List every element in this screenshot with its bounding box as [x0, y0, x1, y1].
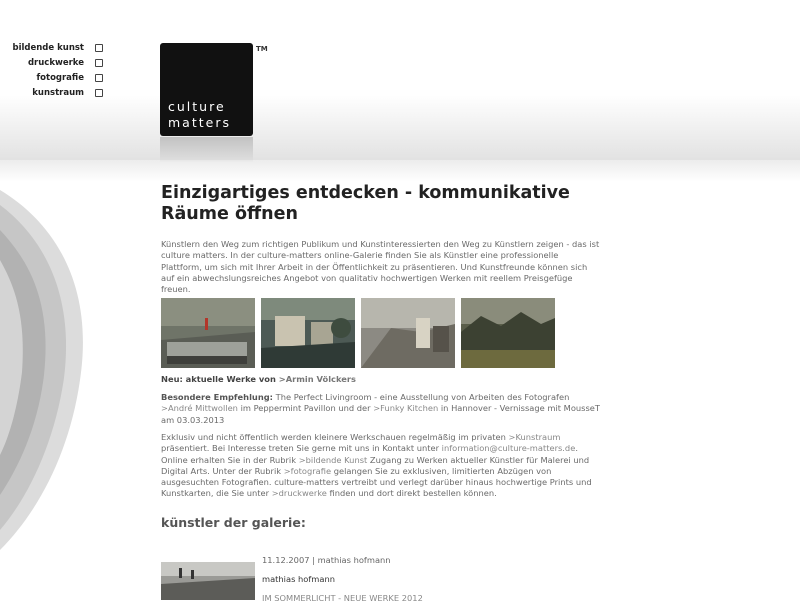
- culture-matters-logo[interactable]: [160, 43, 253, 136]
- artwork-thumbnail[interactable]: [361, 298, 455, 368]
- nav-item-label: fotografie: [36, 73, 84, 83]
- artist-entry-thumbnail[interactable]: [161, 562, 255, 600]
- artist-entry-date: 11.12.2007 | mathias hofmann: [262, 555, 391, 565]
- header-band: [0, 0, 800, 160]
- recommendation-paragraph: [161, 392, 601, 426]
- recommendation-label: Besondere Empfehlung:: [161, 392, 273, 402]
- nav-square-icon: [95, 89, 103, 97]
- artist-entry-name[interactable]: mathias hofmann: [262, 574, 335, 584]
- artwork-thumbnail[interactable]: [261, 298, 355, 368]
- artist-link-armin-voelckers[interactable]: >Armin Völckers: [278, 374, 356, 384]
- intro-paragraph: Künstlern den Weg zum richtigen Publikum und Kunstinteressierten den Weg zu Künstlern zeigen - das ist culture matters. In der culture-matters online-Galerie finden Sie als Künstler eine professionelle Plattform, um sich mit Ihrer Arbeit in der Öffentlichkeit zu präsentieren. Und Kunstfreunde können sich auf ein abwechslungsreiches Angebot von qualitativ hochwertigen Werken mit reellem Preisgefüge freuen.: [161, 239, 600, 295]
- nav-item-label: druckwerke: [27, 58, 84, 68]
- nav-item-fotografie[interactable]: [0, 73, 110, 88]
- text-span: finden und dort direkt bestellen können.: [326, 488, 497, 499]
- logo-text-line1: culture: [168, 99, 226, 114]
- text-span: . Online erhalten Sie in der Rubrik: [161, 443, 578, 465]
- new-works-caption: [161, 374, 356, 384]
- link-fotografie[interactable]: >fotografie: [283, 465, 332, 476]
- logo-text-line2: matters: [168, 115, 231, 130]
- link-andre-mittwollen[interactable]: >André Mittwollen: [161, 403, 238, 414]
- nav-item-label: bildende kunst: [12, 43, 84, 53]
- artist-entry-subtitle: IM SOMMERLICHT - NEUE WERKE 2012: [262, 593, 423, 603]
- link-bildende-kunst[interactable]: >bildende Kunst: [298, 454, 368, 465]
- text-span: präsentiert. Bei Interesse treten Sie gerne mit uns in Kontakt unter: [161, 443, 442, 454]
- text-span: gelangen Sie zu exklusiven, limitierten Abzügen von ausgesuchten Fotografien. culture-matters vertreibt und verlegt darüber hinaus hochwertige Prints und Kunstkarten, die Sie unter: [161, 465, 592, 499]
- info-paragraph: [161, 432, 601, 500]
- nav-item-kunstraum[interactable]: [0, 88, 110, 103]
- link-druckwerke[interactable]: >druckwerke: [271, 488, 327, 499]
- nav-square-icon: [95, 44, 103, 52]
- text-span: The Perfect Livingroom - eine Ausstellung von Arbeiten des Fotografen: [272, 392, 570, 402]
- nav-square-icon: [95, 59, 103, 67]
- section-title-artists: künstler der galerie:: [161, 515, 306, 530]
- trademark-mark: TM: [256, 45, 268, 53]
- link-email[interactable]: information@culture-matters.de: [441, 443, 576, 454]
- nav-item-label: kunstraum: [32, 88, 84, 98]
- main-content: [161, 183, 601, 295]
- nav-square-icon: [95, 74, 103, 82]
- nav-item-druckwerke[interactable]: [0, 58, 110, 73]
- text-span: in Hannover - Vernissage mit MousseT am 03.03.2013: [161, 403, 600, 425]
- caption-prefix: Neu: aktuelle Werke von: [161, 374, 279, 384]
- page-headline: Einzigartiges entdecken - kommunikative Räume öffnen: [161, 183, 570, 224]
- main-navigation: [0, 43, 110, 103]
- decorative-swirl: [0, 150, 120, 600]
- text-span: im Peppermint Pavillon und der: [237, 403, 374, 414]
- artwork-thumbnail[interactable]: [461, 298, 555, 368]
- logo-reflection: [160, 137, 253, 163]
- text-span: Zugang zu Werken aktueller Künstler für Malerei und Digital Arts. Unter der Rubrik: [161, 454, 590, 476]
- link-funky-kitchen[interactable]: >Funky Kitchen: [373, 403, 439, 414]
- nav-item-bildende-kunst[interactable]: [0, 43, 110, 58]
- header-shadow: [0, 160, 800, 182]
- text-span: Exklusiv und nicht öffentlich werden kleinere Werkschauen regelmäßig im privaten: [161, 432, 509, 442]
- link-kunstraum[interactable]: >Kunstraum: [508, 432, 561, 442]
- artwork-thumbnail[interactable]: [161, 298, 255, 368]
